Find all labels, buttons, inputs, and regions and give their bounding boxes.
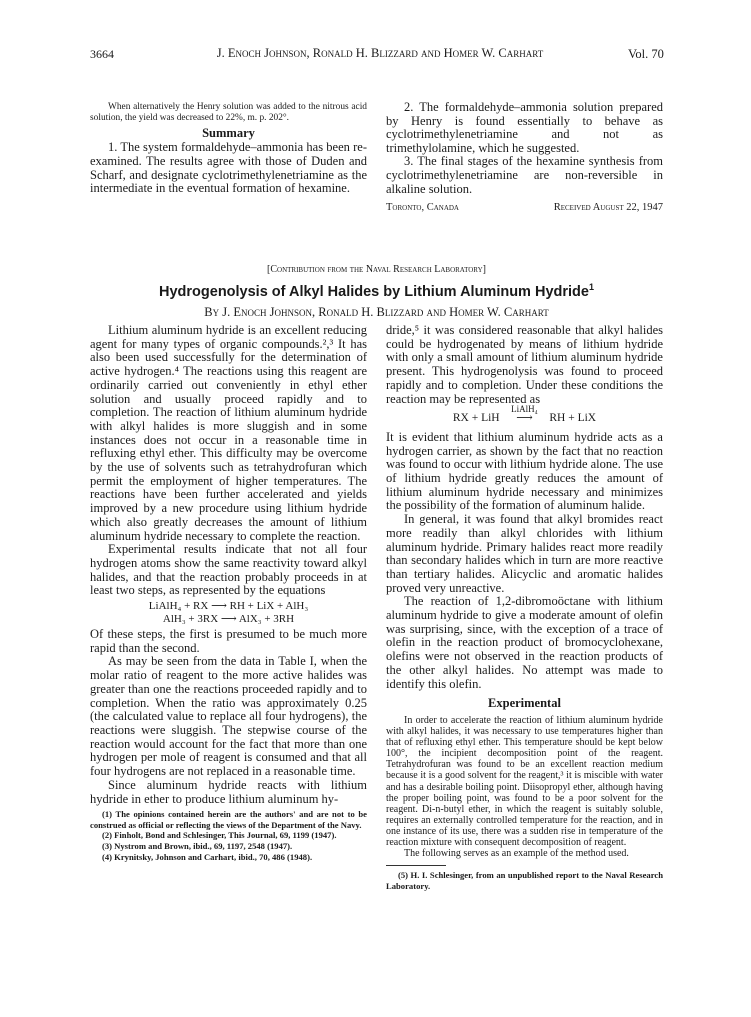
title-footnote-marker: 1 (588, 282, 594, 292)
left-paragraph-3: Of these steps, the first is presumed to be much more rapid than the second. (90, 627, 367, 655)
prev-intro-paragraph: When alternatively the Henry solution was added to the nitrous acid solution, the yield was decreased to 22%, m. p. 202°. (90, 102, 367, 123)
main-left-column (90, 324, 367, 862)
left-footnotes (90, 809, 367, 862)
right-paragraph-2: It is evident that lithium aluminum hydride acts as a hydrogen carrier, as shown by the fact that no reaction was found to occur with lithium hydride alone. The use of lithium hydride greatly reduces the amount of lithium aluminum hydride necessary and minimizes the possibility of the formation of aluminum halide. (386, 429, 663, 513)
experimental-paragraph-1: In order to accelerate the reaction of lithium aluminum hydride with alkyl halides, it was necessary to use temperatures higher than that of refluxing ethyl ether. This temperature should be kept below 100°, the incipient decomposition point of the reagent. Tetrahydrofuran was found to be an excellent reaction medium because it is a good solvent for the reagent,³ it is miscible with water and has a desirable boiling point. Diisopropyl ether, although having the proper boiling point, was found to be a poor solvent for the reagent. Di-n-butyl ether, in which the reagent is suitably soluble, requires an externally controlled temperature for the reaction, and in one instance of its use, there was a sudden rise in temperature of the reaction mixture with consequent decomposition of reagent. (386, 714, 663, 849)
prev-left-column (90, 102, 367, 196)
footnote-3: (3) Nystrom and Brown, ibid., 69, 1197, 2548 (1947). (102, 840, 293, 851)
right-paragraph-1: dride,⁵ it was considered reasonable that alkyl halides could be hydrogenated by means of lithium hydride with only a small amount of lithium aluminum hydride present. This hydrogenolysis was found to proceed rapidly and to completion. Under these conditions the reaction may be represented as (386, 323, 663, 406)
right-footnotes (386, 870, 663, 891)
article-title-text: Hydrogenolysis of Alkyl Halides by Lithium Aluminum Hydride (159, 283, 589, 300)
summary-item-3: 3. The final stages of the hexamine synthesis from cyclotrimethylenetriamine are non-reversible in alkaline solution. (386, 154, 663, 196)
left-paragraph-4: As may be seen from the data in Table I, when the molar ratio of reagent to the more active halides was greater than one the reactions proceeded rapidly and to completion. When the ratio was approximately 0.25 (the calculated value to replace all four hydrogens), the reactions were sluggish. The stepwise course of the reaction would account for the fact that more than one hydrogen per mole of reagent is consumed and that all four hydrogens are not replaced in a reasonable time. (90, 654, 367, 779)
right-paragraph-3: In general, it was found that alkyl bromides react more readily than alkyl chlorides with lithium aluminum hydride. Primary halides react more readily than secondary halides which in turn are more reactive than tertiary halides. Alicyclic and aromatic halides proved very unreactive. (386, 512, 663, 595)
left-paragraph-5: Since aluminum hydride reacts with lithium hydride in ether to produce lithium aluminum hy- (90, 777, 367, 806)
footnote-rule (386, 865, 446, 866)
experimental-heading: Experimental (488, 696, 561, 711)
footnote-4: (4) Krynitsky, Johnson and Carhart, ibid., 70, 486 (1948). (102, 851, 313, 862)
equation-1: LiAlH₄ + RX ⟶ RH + LiX + AlH₃ (148, 600, 309, 613)
page-number: 3664 (90, 47, 114, 61)
right-paragraph-4: The reaction of 1,2-dibromoöctane with lithium aluminum hydride to give a moderate amount of olefin was surprising, since, with the exception of a trace of olefin in the reaction product of bromocyclohexane, olefins were not observed in the reaction products of the other alkyl halides. No attempt was made to identify this olefin. (386, 594, 663, 691)
byline: By J. Enoch Johnson, Ronald H. Blizzard and Homer W. Carhart (204, 305, 549, 319)
volume-label: Vol. 70 (628, 47, 664, 61)
running-title: J. Enoch Johnson, Ronald H. Blizzard and Homer W. Carhart (216, 46, 544, 60)
summary-item-2: 2. The formaldehyde–ammonia solution prepared by Henry is found essentially to behave as cyclotrimethylenetriamine and not as trimethylolamine, which he suggested. (386, 100, 663, 155)
equation-3-arrow (503, 404, 547, 426)
summary-heading: Summary (202, 126, 255, 140)
left-paragraph-1: Lithium aluminum hydride is an excellent reducing agent for many types of organic compounds.²,³ It has also been used successfully for the determination of active hydrogen.⁴ The reactions using this reagent are ordinarily carried out conveniently in ethyl ether solution and usually proceed rapidly and to completion. The reaction of lithium aluminum hydride with alkyl halides is more sluggish and in some instances does not occur in a reasonable time in refluxing ethyl ether. This difficulty may be overcome by the use of solvents such as tetrahydrofuran which permit the employment of higher temperatures. The reactions have been further accelerated and yields improved by a new procedure using lithium hydride which also greatly decreases the amount of lithium aluminum hydride necessary to complete the reaction. (90, 323, 367, 543)
footnote-1: (1) The opinions contained herein are the authors' and are not to be construed as official or reflecting the views of the Department of the Navy. (90, 809, 367, 830)
footnote-5: (5) H. I. Schlesinger, from an unpublished report to the Naval Research Laboratory. (386, 870, 663, 891)
equation-3-right: RH + LiX (549, 412, 597, 425)
equation-3-catalyst: LiAlH₄ (511, 404, 538, 415)
main-right-column (386, 324, 663, 891)
location-label: Toronto, Canada (386, 202, 459, 214)
article-title (90, 282, 663, 300)
contribution-line: [Contribution from the Naval Research Laboratory] (267, 264, 486, 275)
received-date: Received August 22, 1947 (553, 202, 663, 214)
equation-3-left: RX + LiH (452, 412, 500, 425)
summary-item-1: 1. The system formaldehyde–ammonia has been re-examined. The results agree with those of Duden and Scharf, and designate cyclotrimethylenetriamine as the intermediate in the eventual formation of hexamine. (90, 140, 367, 196)
footnote-2: (2) Finholt, Bond and Schlesinger, This Journal, 69, 1199 (1947). (102, 830, 337, 841)
experimental-paragraph-2: The following serves as an example of the method used. (404, 848, 629, 860)
equation-3 (386, 404, 663, 426)
left-paragraph-2: Experimental results indicate that not all four hydrogen atoms show the same reactivity toward alkyl halides, and that the reaction probably proceeds in at least two steps, as represented by the equations (90, 542, 367, 598)
arrow-icon: ⟶ (516, 412, 533, 425)
prev-right-column (386, 101, 663, 213)
equation-2: AlH₃ + 3RX ⟶ AlX₃ + 3RH (162, 613, 295, 626)
received-line (386, 202, 663, 213)
